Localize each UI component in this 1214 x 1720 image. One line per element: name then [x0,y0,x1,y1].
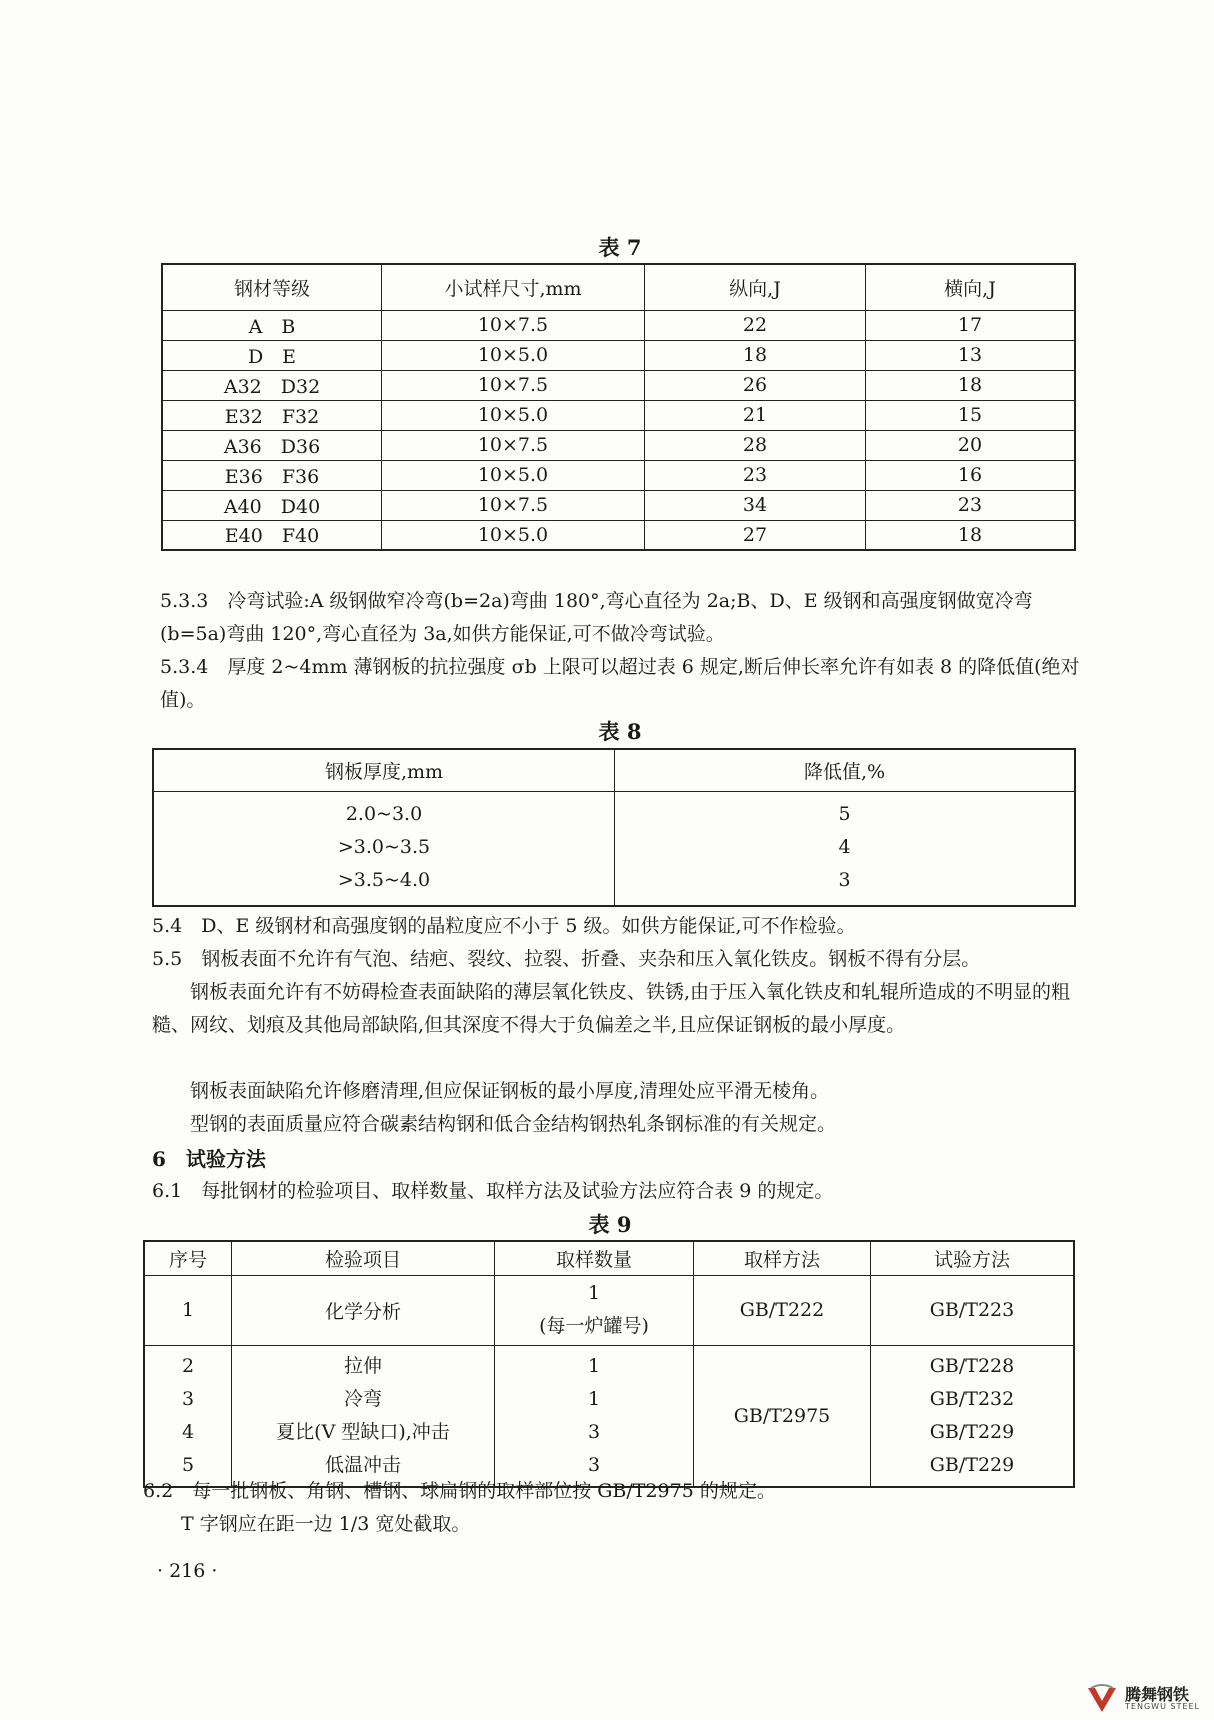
paragraph-5-5-sections: 型钢的表面质量应符合碳素结构钢和低合金结构钢热轧条钢标准的有关规定。 [190,1113,837,1135]
paragraph-6-1: 6.1 每批钢材的检验项目、取样数量、取样方法及试验方法应符合表 9 的规定。 [152,1180,834,1202]
table8-header: 降低值,% [615,749,1076,791]
table9-no: 4 [181,1420,195,1443]
paragraph-5-5: 5.5 钢板表面不允许有气泡、结疤、裂纹、拉裂、折叠、夹杂和压入氧化铁皮。钢板不得有分层。 [152,948,981,970]
table7-cell: 26 [645,370,866,400]
table7-cell: 15 [866,400,1076,430]
table7-cell: 28 [645,430,866,460]
logo-english-name: TENGWU STEEL [1125,1702,1200,1711]
table7-cell: 18 [645,340,866,370]
page-number: · 216 · [157,1560,218,1582]
paragraph-5-4: 5.4 D、E 级钢材和高强度钢的晶粒度应不小于 5 级。如供方能保证,可不作检验。 [152,915,856,937]
table7-header: 钢材等级 [162,264,382,310]
table9 [143,1240,1075,1488]
table8-thickness: >3.5~4.0 [337,868,431,891]
table9-item: 化学分析 [232,1275,495,1345]
table9-test: GB/T229 [929,1453,1015,1476]
table9-test: GB/T229 [929,1420,1015,1443]
table7-cell: E40 F40 [162,520,382,550]
table7-cell: A B [162,310,382,340]
table9-qty: 1 [587,1387,601,1410]
table9-header: 取样数量 [495,1241,694,1275]
table7-cell: 18 [866,370,1076,400]
table9-qty: 1 [587,1354,601,1377]
table9-item: 夏比(V 型缺口),冲击 [276,1420,450,1443]
table7-row [162,400,1075,430]
table9-header: 取样方法 [694,1241,871,1275]
table7-cell: 10×7.5 [382,310,645,340]
table7-cell: A40 D40 [162,490,382,520]
table8-reduction: 3 [838,868,851,891]
brand-logo [1085,1684,1200,1714]
table9-item-cell [232,1345,495,1487]
table8-reduction: 4 [838,835,851,858]
table7-cell: 22 [645,310,866,340]
table7-cell: D E [162,340,382,370]
table7-row [162,460,1075,490]
paragraph-5-3-3: 5.3.3 冷弯试验:A 级钢做窄冷弯(b=2a)弯曲 180°,弯心直径为 2a;B、D、E 级钢和高强度钢做宽冷弯(b=5a)弯曲 120°,弯心直径为 3a,如供方能保证,可不做冷弯试验。 [160,590,1033,645]
table7-row [162,340,1075,370]
table9-caption: 表 9 [588,1212,632,1237]
table8-reduction-cell [615,791,1076,906]
table9-header: 检验项目 [232,1241,495,1275]
table9-header: 试验方法 [871,1241,1075,1275]
table7-cell: A32 D32 [162,370,382,400]
table9-qty-cell [495,1345,694,1487]
table7-cell: 34 [645,490,866,520]
table8-caption: 表 8 [598,719,642,744]
table9-no: 2 [181,1354,195,1377]
paragraph-5-5-surface: 钢板表面允许有不妨碍检查表面缺陷的薄层氧化铁皮、铁锈,由于压入氧化铁皮和轧辊所造成的不明显的粗糙、网纹、划痕及其他局部缺陷,但其深度不得大于负偏差之半,且应保证钢板的最小厚度。 [152,981,1071,1036]
paragraph-5-5-grinding: 钢板表面缺陷允许修磨清理,但应保证钢板的最小厚度,清理处应平滑无棱角。 [190,1080,830,1102]
table9-item: 低温冲击 [324,1453,401,1476]
table9-qty-note: (每一炉罐号) [539,1315,649,1337]
table7-cell: 23 [645,460,866,490]
table7-row [162,430,1075,460]
table7-cell: 18 [866,520,1076,550]
table7-row [162,520,1075,550]
table8 [152,748,1076,907]
table8-thickness-cell [153,791,615,906]
paragraph-6-2-tee: T 字钢应在距一边 1/3 宽处截取。 [181,1513,471,1535]
table7-cell: 10×5.0 [382,400,645,430]
table7-header: 纵向,J [645,264,866,310]
table7-header: 横向,J [866,264,1076,310]
table9-header: 序号 [144,1241,232,1275]
table9-test: GB/T232 [929,1387,1015,1410]
table8-reduction: 5 [838,802,851,825]
table9-qty: 1 [587,1282,601,1304]
tengwu-logo-icon [1085,1684,1119,1714]
table9-test-cell [871,1345,1075,1487]
table9-item: 冷弯 [343,1387,382,1410]
table7-cell: 16 [866,460,1076,490]
table7-row [162,310,1075,340]
table7 [161,263,1076,551]
table9-qty: 3 [587,1453,601,1476]
table7-cell: 27 [645,520,866,550]
table7-cell: 20 [866,430,1076,460]
table7-cell: 10×7.5 [382,490,645,520]
table9-sampling: GB/T2975 [694,1345,871,1487]
table9-qty-cell [495,1275,694,1345]
paragraph-6-2: 6.2 每一批钢板、角钢、槽钢、球扁钢的取样部位按 GB/T2975 的规定。 [143,1480,776,1502]
table7-body [162,310,1075,550]
table7-cell: 10×5.0 [382,520,645,550]
table7-cell: 10×7.5 [382,430,645,460]
table7-cell: 23 [866,490,1076,520]
table7-cell: E32 F32 [162,400,382,430]
table7-cell: 21 [645,400,866,430]
table7-caption: 表 7 [598,235,642,260]
table8-header: 钢板厚度,mm [153,749,615,791]
table9-test: GB/T228 [929,1354,1015,1377]
table8-thickness: 2.0~3.0 [345,802,423,825]
table9-sampling: GB/T222 [694,1275,871,1345]
table7-cell: 10×5.0 [382,340,645,370]
section-6-heading: 6 试验方法 [152,1147,266,1171]
paragraph-5-3-4: 5.3.4 厚度 2~4mm 薄钢板的抗拉强度 σb 上限可以超过表 6 规定,断后伸长率允许有如表 8 的降低值(绝对值)。 [160,656,1080,711]
table7-row [162,490,1075,520]
table7-cell: 17 [866,310,1076,340]
table9-item: 拉伸 [343,1354,382,1377]
table7-cell: 10×5.0 [382,460,645,490]
table9-no-cell [144,1345,232,1487]
table7-header: 小试样尺寸,mm [382,264,645,310]
table9-no: 3 [181,1387,195,1410]
logo-chinese-name: 腾舞钢铁 [1125,1685,1190,1704]
table7-row [162,370,1075,400]
table9-qty: 3 [587,1420,601,1443]
table7-cell: 13 [866,340,1076,370]
table9-no: 1 [144,1275,232,1345]
table8-thickness: >3.0~3.5 [337,835,431,858]
table9-no: 5 [181,1453,195,1476]
table7-cell: 10×7.5 [382,370,645,400]
table9-test: GB/T223 [871,1275,1075,1345]
table7-cell: E36 F36 [162,460,382,490]
table7-cell: A36 D36 [162,430,382,460]
